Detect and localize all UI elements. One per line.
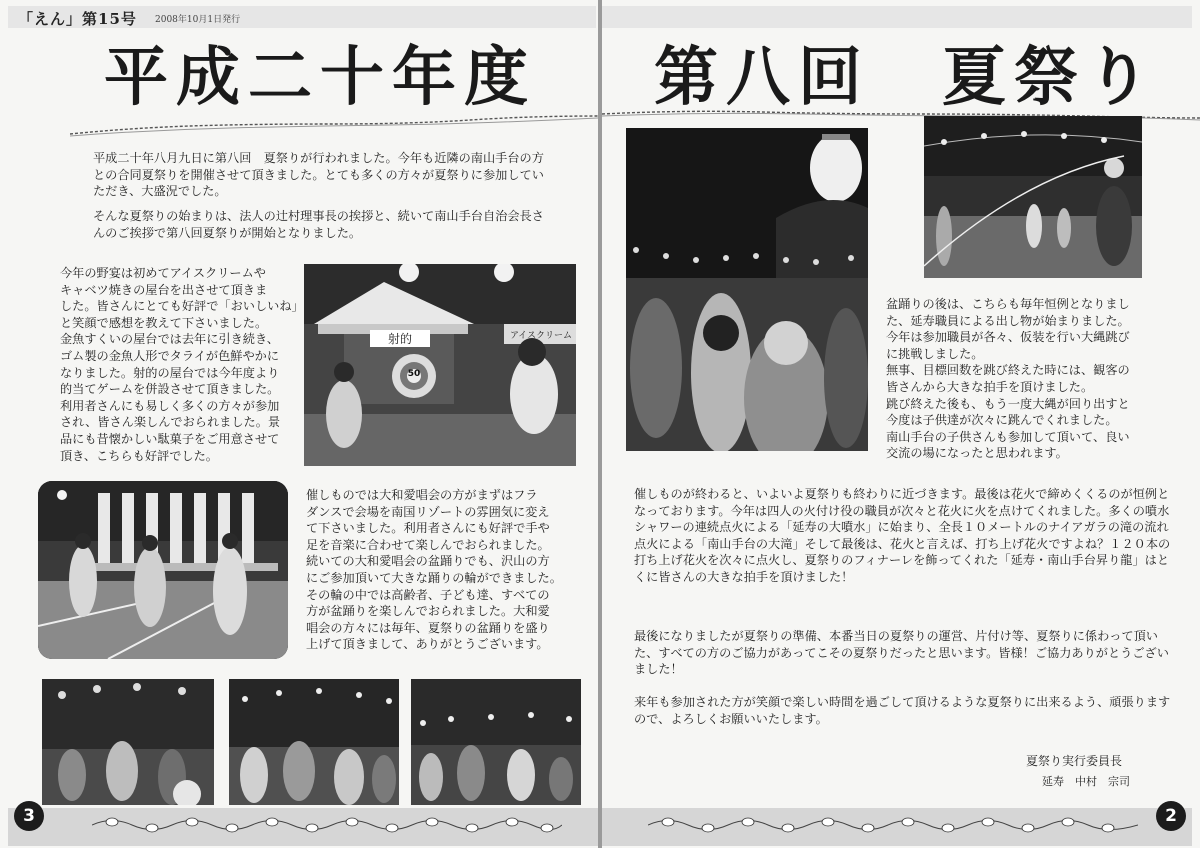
stalls-line: ゴム製の金魚人形でタライが色鮮やかに bbox=[60, 348, 280, 363]
thanks-paragraph: 最後になりましたが夏祭りの準備、本番当日の夏祭りの運営、片付け等、夏祭りに係わって頂いた、すべての方のご協力があってこその夏祭りだったと思います。皆様！ご協力ありがとうございました！ bbox=[634, 629, 1169, 677]
stalls-line: なりました。射的の屋台では今年度より bbox=[60, 365, 280, 380]
jump-rope-line: 皆さんから大きな拍手を頂けました。 bbox=[886, 379, 1094, 394]
show-line: その輪の中では高齢者、子ども達、すべての bbox=[306, 587, 550, 602]
issue-date: 2008年10月1日発行 bbox=[155, 15, 241, 25]
closing-paragraph: 来年も参加された方が笑顔で楽しい時間を過ごして頂けるような夏祭りに出来るよう、頑張りますので、よろしくお願いいたします。 bbox=[634, 695, 1171, 726]
night-crowd-photo bbox=[626, 128, 868, 451]
show-line: 上げて頂きまして、ありがとうございます。 bbox=[306, 637, 549, 652]
title-right: 第八回 夏祭り bbox=[654, 41, 1158, 115]
left-page bbox=[0, 0, 598, 848]
show-line: 方が盆踊りを楽しんでおられました。大和愛 bbox=[306, 604, 550, 619]
right-page bbox=[602, 0, 1200, 848]
stall-sign-shooting: 射的 bbox=[370, 330, 430, 347]
stalls-line: 金魚すくいの屋台では去年に引き続き、 bbox=[60, 332, 279, 347]
jump-rope-line: に挑戦しました。 bbox=[886, 346, 984, 361]
stalls-line: キャベツ焼きの屋台を出させて頂きま bbox=[60, 282, 268, 297]
stalls-line: した。皆さんにとても好評で「おいしいね」 bbox=[60, 299, 304, 314]
stall-sign-icecream: アイスクリーム bbox=[509, 331, 573, 341]
jump-rope-line: た、延寿職員による出し物が始まりました。 bbox=[886, 313, 1130, 328]
stalls-line: 今年の野宴は初めてアイスクリームや bbox=[60, 266, 266, 280]
jump-rope-paragraph bbox=[886, 296, 1186, 462]
show-line: 催しものでは大和愛唱会の方がまずはフラ bbox=[306, 488, 538, 502]
show-line: ダンスで会場を南国リゾートの雰囲気に変え bbox=[306, 504, 550, 519]
show-line: 続いての大和愛唱会の盆踊りでも、沢山の方 bbox=[306, 554, 550, 569]
stalls-line: 利用者さんにも易しく多くの方々が参加 bbox=[60, 398, 280, 413]
leaf-vine-decoration-right bbox=[648, 814, 1138, 836]
jump-rope-line: 今度は子供達が次々に跳んでくれました。 bbox=[886, 413, 1118, 428]
show-line: 足を音楽に合わせて楽しんでおられました。 bbox=[306, 537, 550, 552]
stalls-line: 品にも昔懐かしい駄菓子をご用意させて bbox=[60, 431, 280, 446]
header-band-right bbox=[602, 6, 1192, 28]
jump-rope-line: 交流の場になったと思われます。 bbox=[886, 446, 1068, 461]
stall-photo bbox=[304, 264, 576, 466]
intro-paragraph-2: そんな夏祭りの始まりは、法人の辻村理事長の挨拶と、続いて南山手台自治会長さんのご挨拶で第八回夏祭りが開始となりました。 bbox=[93, 209, 544, 240]
bon-dance-photo-1 bbox=[42, 679, 214, 805]
jump-rope-line: 跳び終えた後も、もう一度大縄が回り出すと bbox=[886, 396, 1130, 411]
jump-rope-photo bbox=[924, 116, 1142, 278]
bon-dance-photo-3 bbox=[411, 679, 581, 805]
jump-rope-line: 盆踊りの後は、こちらも毎年恒例となりまし bbox=[886, 297, 1130, 311]
jump-rope-line: 無事、目標回数を跳び終えた時には、観客の bbox=[886, 363, 1130, 378]
leaf-vine-decoration-left bbox=[92, 814, 562, 836]
show-paragraph bbox=[306, 487, 578, 653]
bon-dance-photo-2 bbox=[229, 679, 399, 805]
jump-rope-line: 今年は参加職員が各々、仮装を行い大縄跳び bbox=[886, 330, 1130, 345]
stalls-line: 的当てゲームを併設させて頂きました。 bbox=[60, 382, 280, 397]
masthead: 「えん」第15号 bbox=[18, 10, 137, 28]
jump-rope-line: 南山手台の子供さんも参加して頂いて、良い bbox=[886, 429, 1130, 444]
title-left: 平成二十年度 bbox=[104, 41, 536, 115]
stalls-line: 頂き、こちらも好評でした。 bbox=[60, 448, 218, 463]
stalls-line: され、皆さん楽しんでおられました。景 bbox=[60, 415, 281, 430]
stalls-line: と笑顔で感想を教えて下さいました。 bbox=[60, 315, 268, 330]
stalls-paragraph bbox=[60, 265, 304, 464]
target-label: 50 bbox=[407, 369, 421, 379]
show-line: にご参加頂いて大きな踊りの輪ができました。 bbox=[306, 570, 562, 585]
signature-role: 夏祭り実行委員長 bbox=[1026, 754, 1123, 768]
intro-paragraph-1: 平成二十年八月九日に第八回 夏祭りが行われました。今年も近隣の南山手台の方との合同夏祭りを開催させて頂きました。とても多くの方々が夏祭りに参加していただき、大盛況でした。 bbox=[93, 151, 544, 199]
hula-dance-photo bbox=[38, 481, 288, 659]
show-line: 唱会の方々には毎年、夏祭りの盆踊りを盛り bbox=[306, 620, 550, 635]
signature-name: 延寿 中村 宗司 bbox=[1042, 775, 1130, 788]
show-line: て下さいました。利用者さんにも好評で手や bbox=[306, 521, 550, 536]
page-number-left: 3 bbox=[14, 801, 44, 831]
torn-paper-divider bbox=[70, 112, 598, 138]
fireworks-paragraph: 催しものが終わると、いよいよ夏祭りも終わりに近づきます。最後は花火で締めくくるのが恒例となっております。今年は四人の火付け役の職員が次々と花火に火を点けてくれました。多くの噴水シャワーの連続点火による「延寿の大噴水」に始まり、全長１０メートルのナイアガラの滝の流れ点火による「南山手台の大滝」そして最後は、花火と言えば、打ち上げ花火ですよね？１２０本の打ち上げ花火を次々に点火し、夏祭りのフィナーレを飾ってくれた「延寿・南山手台昇り龍」はとくに皆さんの大きな拍手を頂けました！ bbox=[634, 487, 1171, 584]
page-number-right: 2 bbox=[1156, 801, 1186, 831]
